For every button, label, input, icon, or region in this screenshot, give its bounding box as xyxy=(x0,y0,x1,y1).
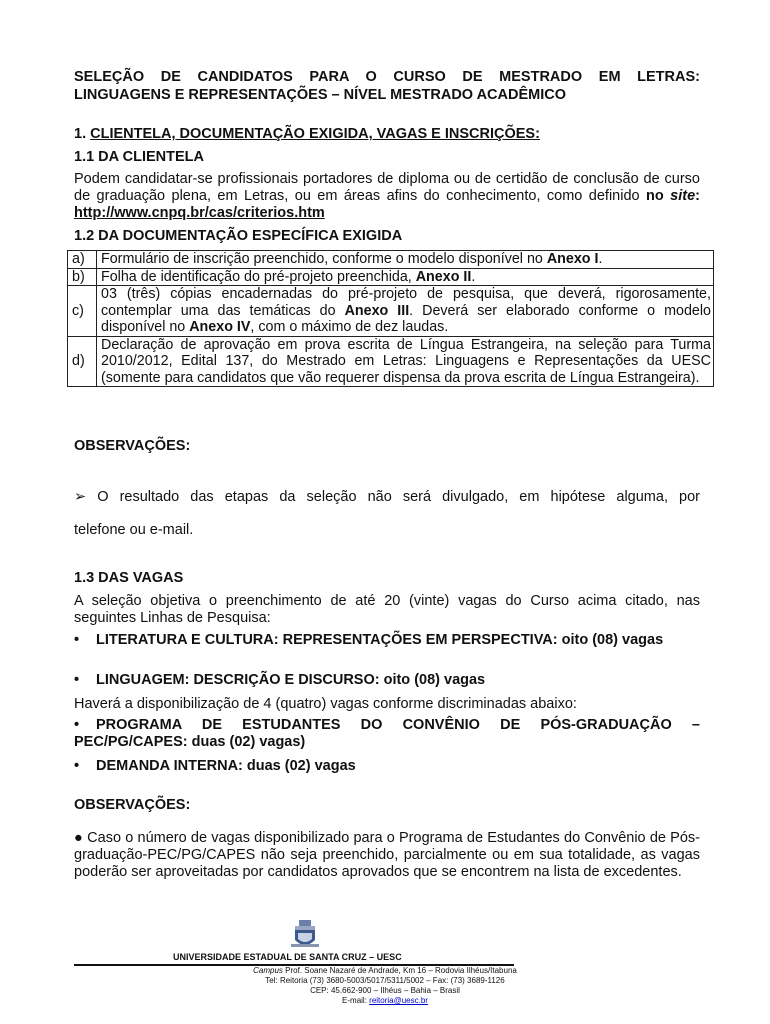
documents-table xyxy=(67,250,714,387)
table-row: a) Formulário de inscrição preenchido, conforme o modelo disponível no Anexo I. xyxy=(68,251,714,269)
footer-phone: Tel: Reitoria (73) 3680-5003/5017/5311/5002 – Fax: (73) 3689-1126 xyxy=(265,976,505,985)
observacao-vagas: ● Caso o número de vagas disponibilizado para o Programa de Estudantes do Convênio de Pós-graduação-PEC/PG/CAPES não seja preenchido, parcialmente ou em sua totalidade, as vagas poderão ser aproveitadas por candidatos aprovados que se encontrem na lista de excedentes. xyxy=(74,830,700,880)
table-row: d) Declaração de aprovação em prova escrita de Língua Estrangeira, na seleção para Turma 2010/2012, Edital 137, do Mestrado em Letras: Linguagens e Representações da UESC (somente para candidatos que vão requerer dispensa da prova escrita de Língua Estrangeira). xyxy=(68,336,714,387)
document-title xyxy=(74,68,700,104)
footer-email: E-mail: reitoria@uesc.br xyxy=(342,996,428,1005)
uesc-logo-icon xyxy=(291,920,319,950)
section-1-title: CLIENTELA, DOCUMENTAÇÃO EXIGIDA, VAGAS E INSCRIÇÕES: xyxy=(90,126,540,142)
vagas-extra-intro: Haverá a disponibilização de 4 (quatro) vagas conforme discriminadas abaixo: xyxy=(74,696,577,712)
footer-address: Campus Prof. Soane Nazaré de Andrade, Km 16 – Rodovia Ilhéus/Itabuna xyxy=(253,966,517,975)
title-line-1: SELEÇÃO DE CANDIDATOS PARA O CURSO DE MESTRADO EM LETRAS: xyxy=(74,69,700,85)
vagas-linha-literatura: • LITERATURA E CULTURA: REPRESENTAÇÕES EM PERSPECTIVA: oito (08) vagas xyxy=(74,632,664,648)
vagas-heading: 1.3 DAS VAGAS xyxy=(74,570,184,586)
observacao-resultado: ➢ O resultado das etapas da seleção não será divulgado, em hipótese alguma, por xyxy=(74,489,701,505)
bullet-icon: ● xyxy=(74,830,83,846)
table-row: b) Folha de identificação do pré-projeto preenchida, Anexo II. xyxy=(68,268,714,286)
email-link[interactable]: reitoria@uesc.br xyxy=(369,996,428,1005)
vagas-demanda-interna: • DEMANDA INTERNA: duas (02) vagas xyxy=(74,758,356,774)
vagas-pec: • PROGRAMA DE ESTUDANTES DO CONVÊNIO DE PÓS-GRADUAÇÃO – PEC/PG/CAPES: duas (02) vagas) xyxy=(74,717,700,750)
vagas-intro: A seleção objetiva o preenchimento de até 20 (vinte) vagas do Curso acima citado, nas seguintes Linhas de Pesquisa: xyxy=(74,593,700,626)
observacoes-heading-2: OBSERVAÇÕES: xyxy=(74,797,191,813)
title-line-2: LINGUAGENS E REPRESENTAÇÕES – NÍVEL MESTRADO ACADÊMICO xyxy=(74,87,566,103)
clientela-paragraph: Podem candidatar-se profissionais portadores de diploma ou de certidão de conclusão de curso de graduação plena, em Letras, ou em áreas afins do conhecimento, como definido no site: http://www.cnpq.br/cas/criterios.htm xyxy=(74,171,701,221)
bullet-icon: • xyxy=(74,758,80,774)
criterios-link[interactable]: http://www.cnpq.br/cas/criterios.htm xyxy=(74,205,325,221)
arrow-bullet-icon: ➢ xyxy=(74,489,87,505)
documentacao-heading: 1.2 DA DOCUMENTAÇÃO ESPECÍFICA EXIGIDA xyxy=(74,228,403,244)
vagas-linha-linguagem: • LINGUAGEM: DESCRIÇÃO E DISCURSO: oito (08) vagas xyxy=(74,672,486,688)
section-1-heading: 1. CLIENTELA, DOCUMENTAÇÃO EXIGIDA, VAGAS E INSCRIÇÕES: xyxy=(74,126,540,142)
bullet-icon: • xyxy=(74,632,80,648)
bullet-icon: • xyxy=(74,672,80,688)
footer-contact xyxy=(200,966,570,1006)
clientela-heading: 1.1 DA CLIENTELA xyxy=(74,149,204,165)
table-row: c) 03 (três) cópias encadernadas do pré-projeto de pesquisa, que deverá, rigorosamente, contemplar uma das temáticas do Anexo III. Deverá ser elaborado conforme o modelo disponível no Anexo IV, com o máximo de dez laudas. xyxy=(68,286,714,337)
footer-cep: CEP: 45.662-900 – Ilhéus – Bahia – Brasil xyxy=(310,986,460,995)
observacao-resultado-cont: telefone ou e-mail. xyxy=(74,522,194,538)
observacoes-heading-1: OBSERVAÇÕES: xyxy=(74,438,191,454)
bullet-icon: • xyxy=(74,717,80,733)
footer-university: UNIVERSIDADE ESTADUAL DE SANTA CRUZ – UESC xyxy=(173,952,402,962)
